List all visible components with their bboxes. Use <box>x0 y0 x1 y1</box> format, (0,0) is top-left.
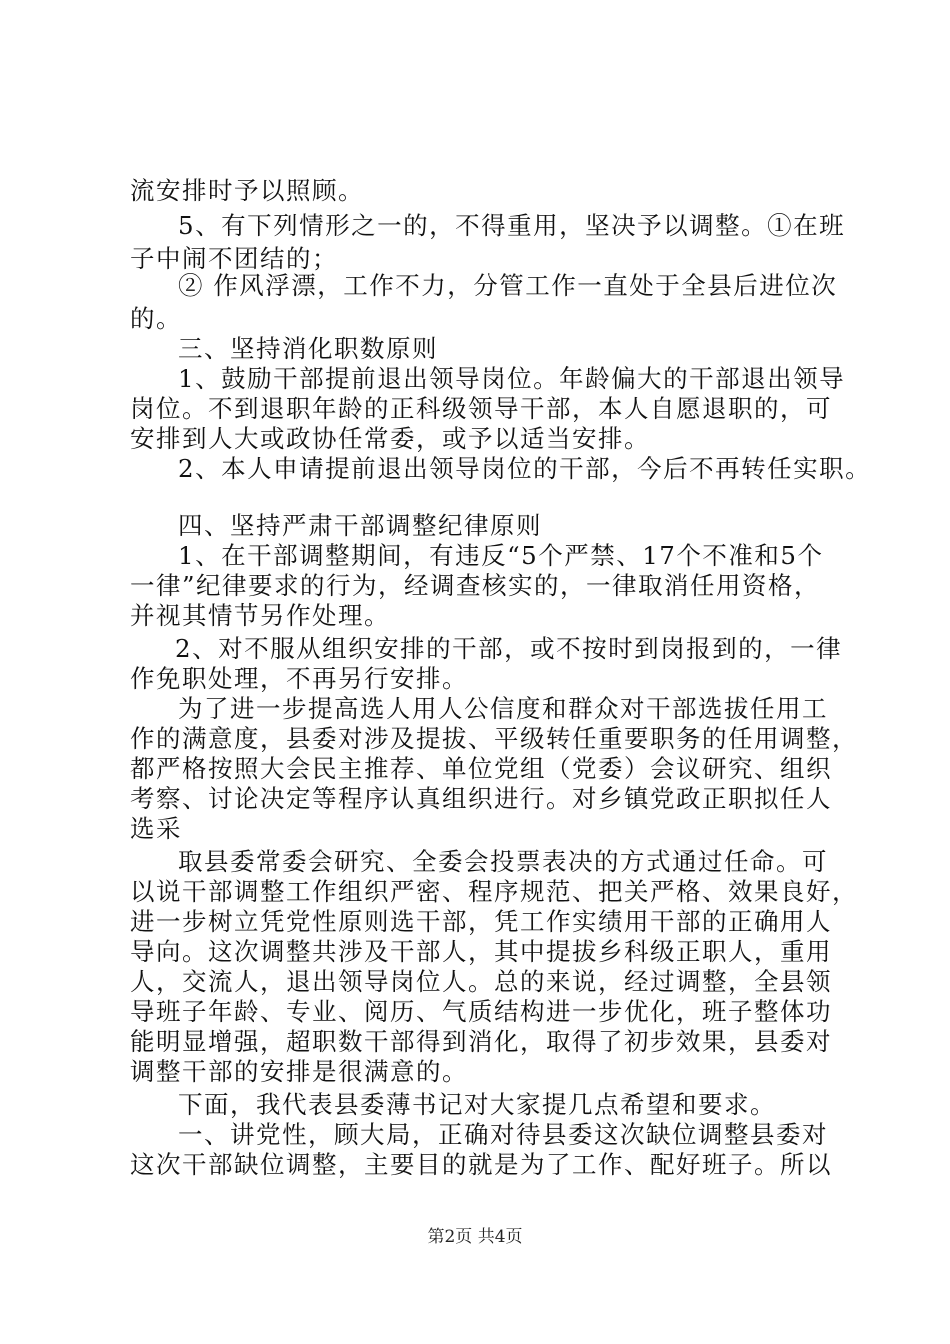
text-line: 5、有下列情形之一的，不得重用，坚决予以调整。①在班 <box>178 211 846 240</box>
page-number-footer: 第2页 共4页 <box>427 1227 523 1247</box>
text-line: 1、鼓励干部提前退出领导岗位。年龄偏大的干部退出领导 <box>178 364 846 393</box>
text-line: 导班子年龄、专业、阅历、气质结构进一步优化，班子整体功 <box>130 997 832 1026</box>
section-heading: 三、坚持消化职数原则 <box>178 334 438 363</box>
text-line: 流安排时予以照顾。 <box>130 176 364 205</box>
text-line: 能明显增强，超职数干部得到消化，取得了初步效果，县委对 <box>130 1027 832 1056</box>
text-line: 调整干部的安排是很满意的。 <box>130 1057 468 1086</box>
section-heading: 四、坚持严肃干部调整纪律原则 <box>178 511 542 540</box>
text-line: 考察、讨论决定等程序认真组织进行。对乡镇党政正职拟任人 <box>130 784 832 813</box>
text-line: 子中闹不团结的； <box>130 244 338 273</box>
text-line: 1、在干部调整期间，有违反“5个严禁、17个不准和5个 <box>178 541 824 570</box>
text-line: ② 作风浮漂，工作不力，分管工作一直处于全县后进位次 <box>178 271 838 300</box>
text-line: 导向。这次调整共涉及干部人，其中提拔乡科级正职人，重用 <box>130 937 832 966</box>
text-line: 这次干部缺位调整，主要目的就是为了工作、配好班子。所以 <box>130 1150 832 1179</box>
text-line: 以说干部调整工作组织严密、程序规范、把关严格、效果良好， <box>130 877 858 906</box>
text-line: 人，交流人，退出领导岗位人。总的来说，经过调整，全县领 <box>130 967 832 996</box>
text-line: 一、讲党性，顾大局，正确对待县委这次缺位调整县委对 <box>178 1120 828 1149</box>
text-line: 安排到人大或政协任常委，或予以适当安排。 <box>130 424 650 453</box>
text-line: 下面，我代表县委薄书记对大家提几点希望和要求。 <box>178 1090 776 1119</box>
text-line: 2、对不服从组织安排的干部，或不按时到岗报到的，一律 <box>175 634 843 663</box>
text-line: 为了进一步提高选人用人公信度和群众对干部选拔任用工 <box>178 694 828 723</box>
text-line: 作免职处理，不再另行安排。 <box>130 664 468 693</box>
text-line: 都严格按照大会民主推荐、单位党组（党委）会议研究、组织 <box>130 754 832 783</box>
text-line: 的。 <box>130 304 182 333</box>
text-line: 取县委常委会研究、全委会投票表决的方式通过任命。可 <box>178 847 828 876</box>
text-line: 选采 <box>130 814 182 843</box>
text-line: 并视其情节另作处理。 <box>130 601 390 630</box>
text-line: 进一步树立凭党性原则选干部，凭工作实绩用干部的正确用人 <box>130 907 832 936</box>
text-line: 一律”纪律要求的行为，经调查核实的，一律取消任用资格， <box>130 571 821 600</box>
text-line: 作的满意度，县委对涉及提拔、平级转任重要职务的任用调整， <box>130 724 858 753</box>
text-line: 岗位。不到退职年龄的正科级领导干部，本人自愿退职的，可 <box>130 394 832 423</box>
text-line: 2、本人申请提前退出领导岗位的干部，今后不再转任实职。 <box>178 454 872 483</box>
